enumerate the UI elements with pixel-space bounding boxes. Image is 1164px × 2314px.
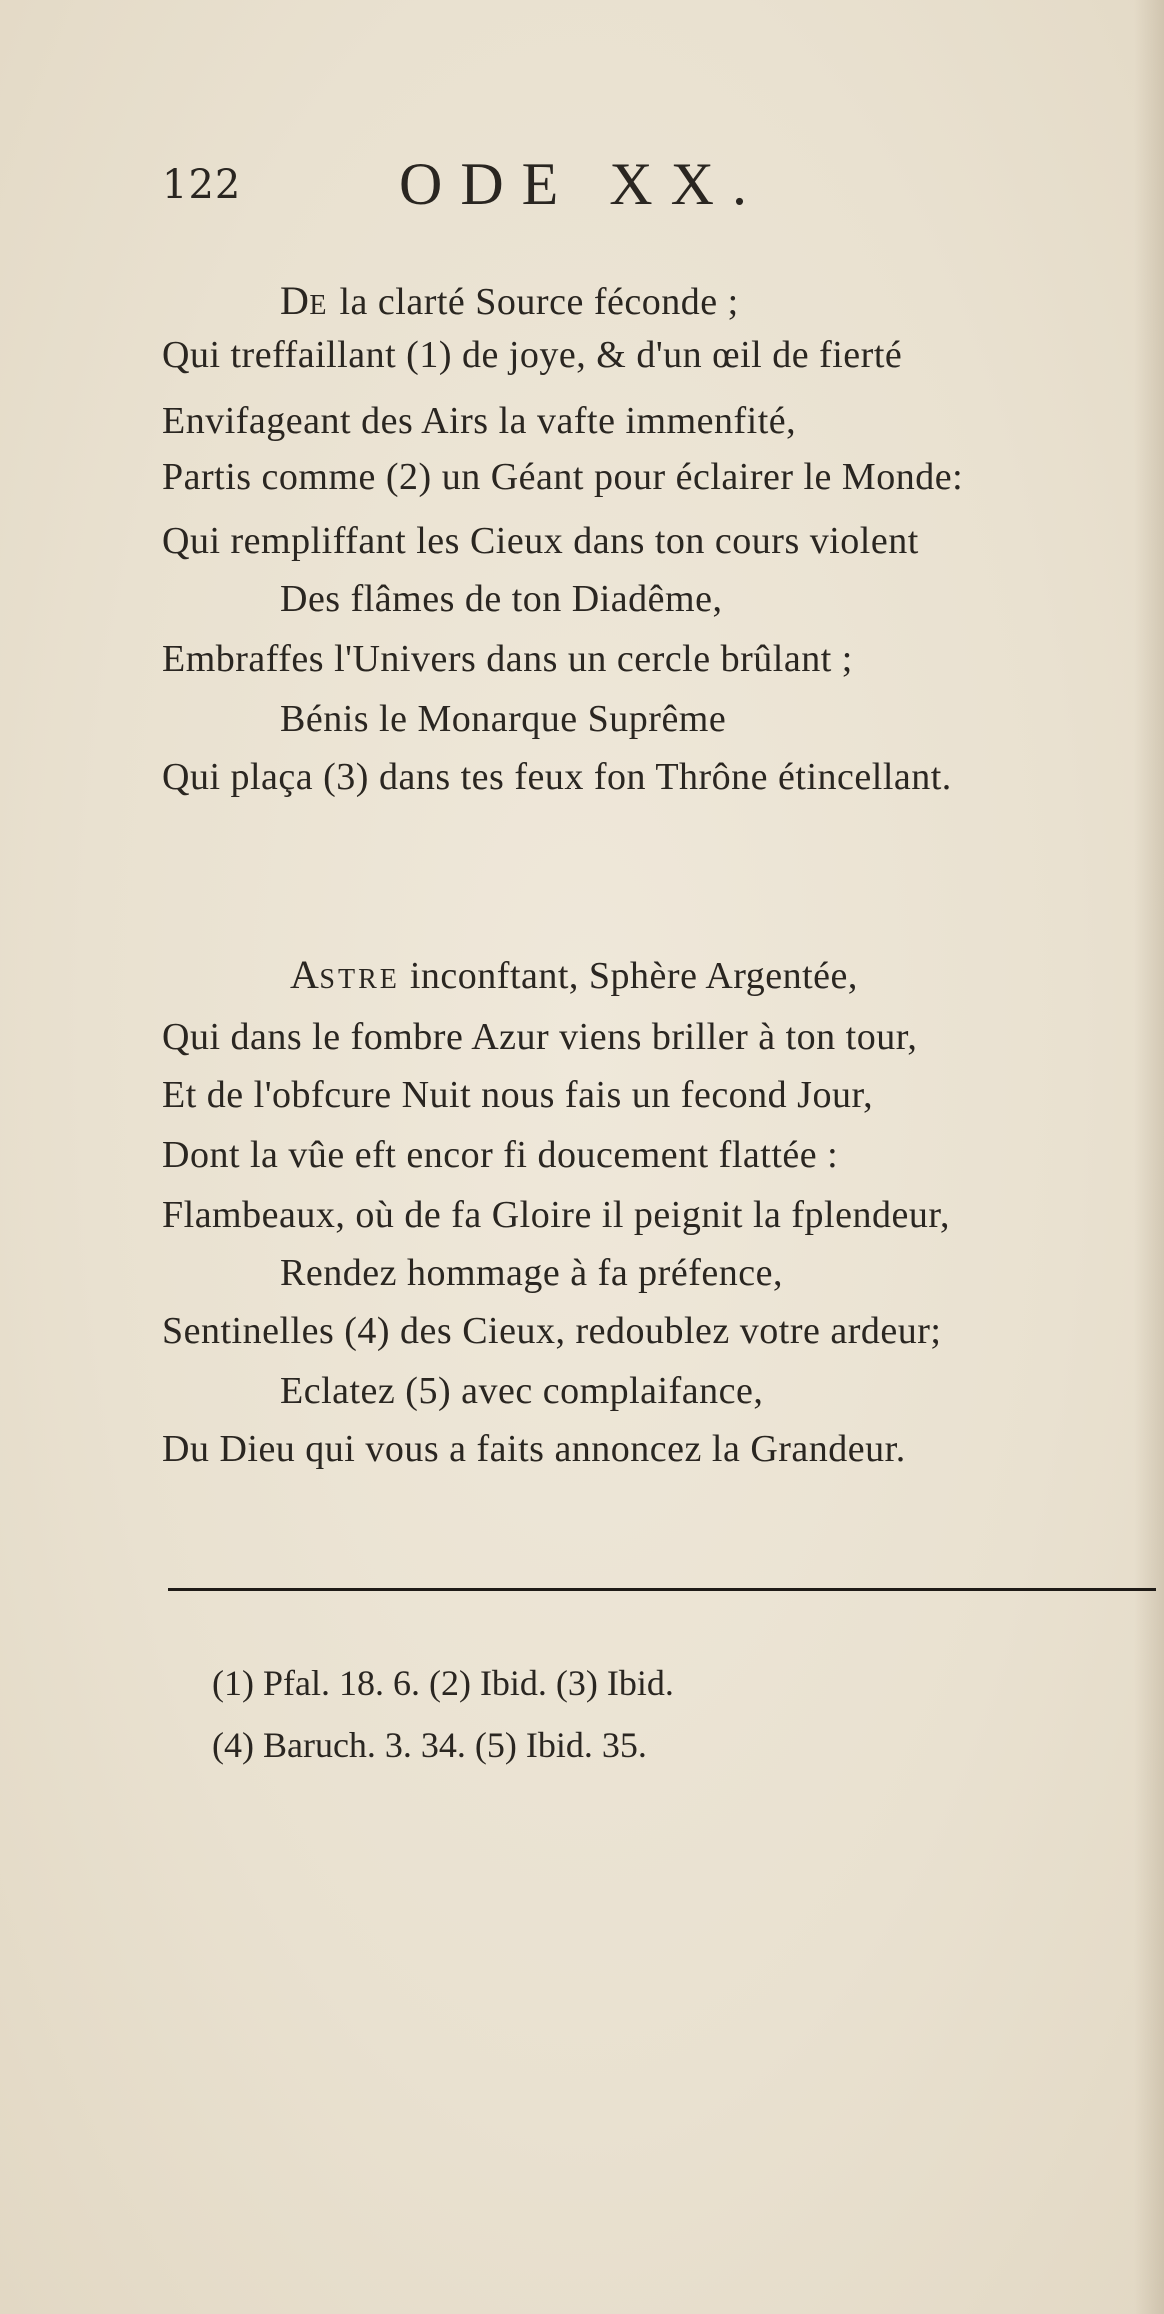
page-number: 122 — [162, 162, 242, 208]
verse-line: Dont la vûe eft encor fi doucement flattée : — [162, 1134, 839, 1176]
verse-line: Qui rempliffant les Cieux dans ton cours violent — [162, 520, 919, 562]
footnote-rule — [168, 1588, 1156, 1591]
verse-line — [280, 276, 739, 331]
verse-line: Des flâmes de ton Diadême, — [280, 578, 723, 620]
verse-line: Qui treffaillant (1) de joye, & d'un œil de fierté — [162, 334, 903, 376]
verse-line: Qui dans le fombre Azur viens briller à ton tour, — [162, 1016, 918, 1058]
verse-line: Sentinelles (4) des Cieux, redoublez votre ardeur; — [162, 1310, 942, 1352]
verse-text: inconftant, Sphère Argentée, — [399, 955, 858, 997]
spine-shadow — [1134, 0, 1164, 2314]
small-caps: STRE — [319, 964, 400, 995]
drop-initial: A — [290, 952, 320, 997]
verse-text: la clarté Source féconde ; — [329, 281, 739, 323]
small-caps: E — [309, 290, 330, 321]
verse-line: Flambeaux, où de fa Gloire il peignit la fplendeur, — [162, 1194, 950, 1236]
verse-line: Eclatez (5) avec complaifance, — [280, 1370, 764, 1412]
verse-line: Et de l'obfcure Nuit nous fais un fecond Jour, — [162, 1074, 874, 1116]
footnote-line: (4) Baruch. 3. 34. (5) Ibid. 35. — [212, 1725, 647, 1765]
verse-line: Qui plaça (3) dans tes feux fon Thrône étincellant. — [162, 756, 952, 798]
verse-line: Envifageant des Airs la vafte immenfité, — [162, 400, 797, 442]
running-title: ODE XX. — [399, 151, 765, 217]
footnote-line: (1) Pfal. 18. 6. (2) Ibid. (3) Ibid. — [212, 1663, 674, 1703]
verse-line: Rendez hommage à fa préfence, — [280, 1252, 783, 1294]
verse-line: Partis comme (2) un Géant pour éclairer le Monde: — [162, 456, 964, 498]
drop-initial: D — [280, 278, 310, 323]
verse-line: Du Dieu qui vous a faits annoncez la Grandeur. — [162, 1428, 906, 1470]
verse-line: Bénis le Monarque Suprême — [280, 698, 727, 740]
verse-line — [290, 950, 858, 1005]
verse-line: Embraffes l'Univers dans un cercle brûlant ; — [162, 638, 853, 680]
